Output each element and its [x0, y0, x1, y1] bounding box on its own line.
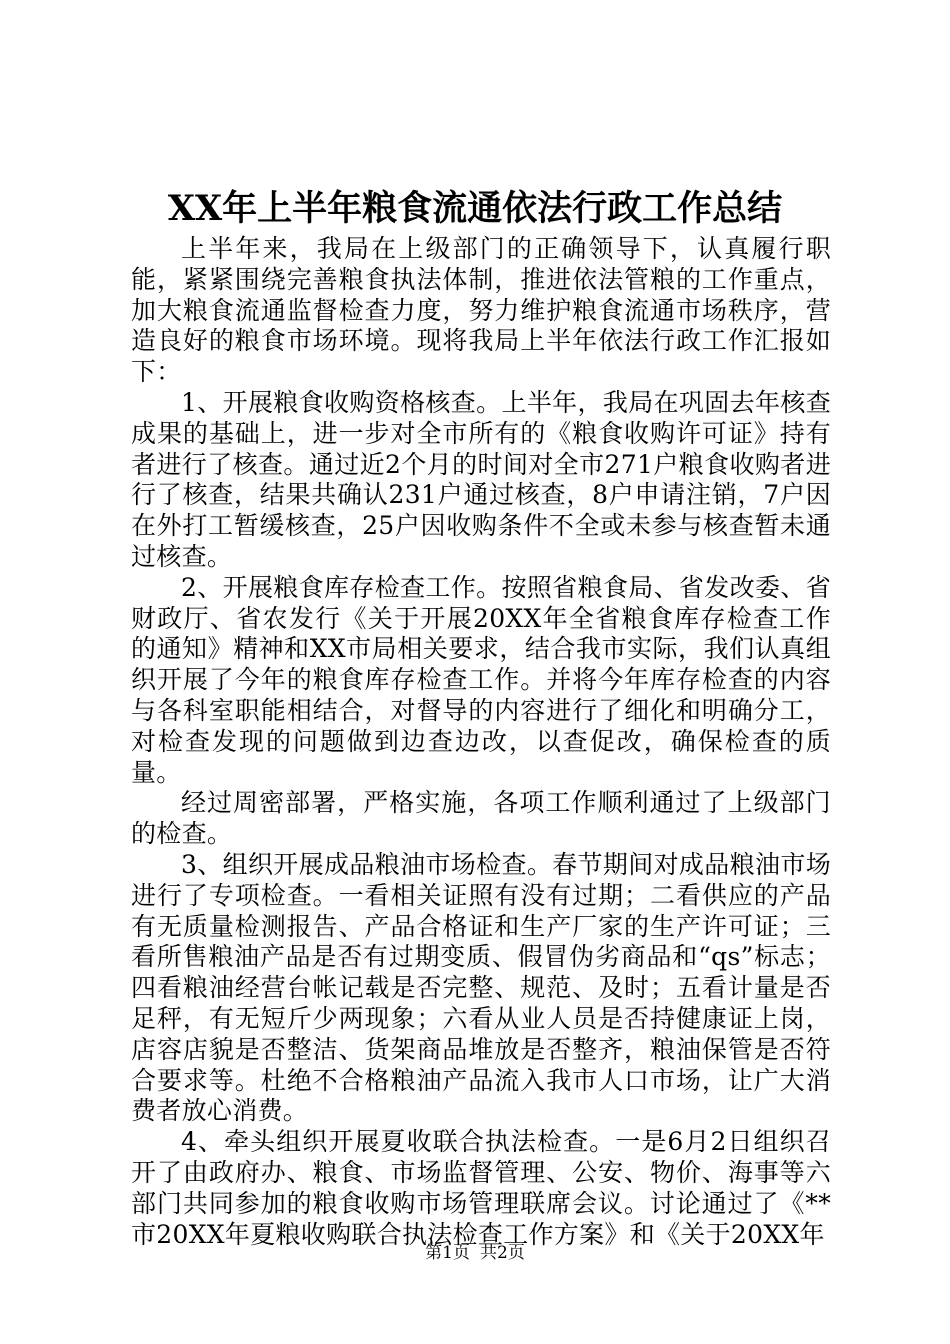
paragraph-item-4: 4、牵头组织开展夏收联合执法检查。一是6月2日组织召开了由政府办、粮食、市场监督管理、公安、物价、海事等六部门共同参加的粮食收购市场管理联席会议。讨论通过了《**市20XX年夏粮收购联合执法检查工作方案》和《关于20XX年: [131, 1127, 831, 1249]
page-footer: [0, 1241, 950, 1265]
paragraph-item-1: 1、开展粮食收购资格核查。上半年，我局在巩固去年核查成果的基础上，进一步对全市所有的《粮食收购许可证》持有者进行了核查。通过近2个月的时间对全市271户粮食收购者进行了核查，结果共确认231户通过核查，8户申请注销，7户因在外打工暂缓核查，25户因收购条件不全或未参与核查暂未通过核查。: [131, 387, 831, 571]
paragraph-item-3: 3、组织开展成品粮油市场检查。春节期间对成品粮油市场进行了专项检查。一看相关证照有没有过期；二看供应的产品有无质量检测报告、产品合格证和生产厂家的生产许可证；三看所售粮油产品是否有过期变质、假冒伪劣商品和“qs”标志；四看粮油经营台帐记载是否完整、规范、及时；五看计量是否足秤，有无短斤少两现象；六看从业人员是否持健康证上岗，店容店貌是否整洁、货架商品堆放是否整齐，粮油保管是否符合要求等。杜绝不合格粮油产品流入我市人口市场，让广大消费者放心消费。: [131, 849, 831, 1126]
paragraph-item-2: 2、开展粮食库存检查工作。按照省粮食局、省发改委、省财政厅、省农发行《关于开展20XX年全省粮食库存检查工作的通知》精神和XX市局相关要求，结合我市实际，我们认真组织开展了今年的粮食库存检查工作。并将今年库存检查的内容与各科室职能相结合，对督导的内容进行了细化和明确分工，对检查发现的问题做到边查边改，以查促改，确保检查的质量。: [131, 572, 831, 787]
page-total: 共2页: [480, 1243, 525, 1263]
document-title: XX年上半年粮食流通依法行政工作总结: [167, 188, 783, 229]
paragraph-intro: 上半年来，我局在上级部门的正确领导下，认真履行职能，紧紧围绕完善粮食执法体制，推进依法管粮的工作重点，加大粮食流通监督检查力度，努力维护粮食流通市场秩序，营造良好的粮食市场环境。现将我局上半年依法行政工作汇报如下：: [131, 234, 831, 387]
document-body: [131, 234, 831, 1250]
paragraph-item-2-followup: 经过周密部署，严格实施，各项工作顺利通过了上级部门的检查。: [131, 788, 831, 849]
page-number: 第1页: [425, 1243, 470, 1263]
